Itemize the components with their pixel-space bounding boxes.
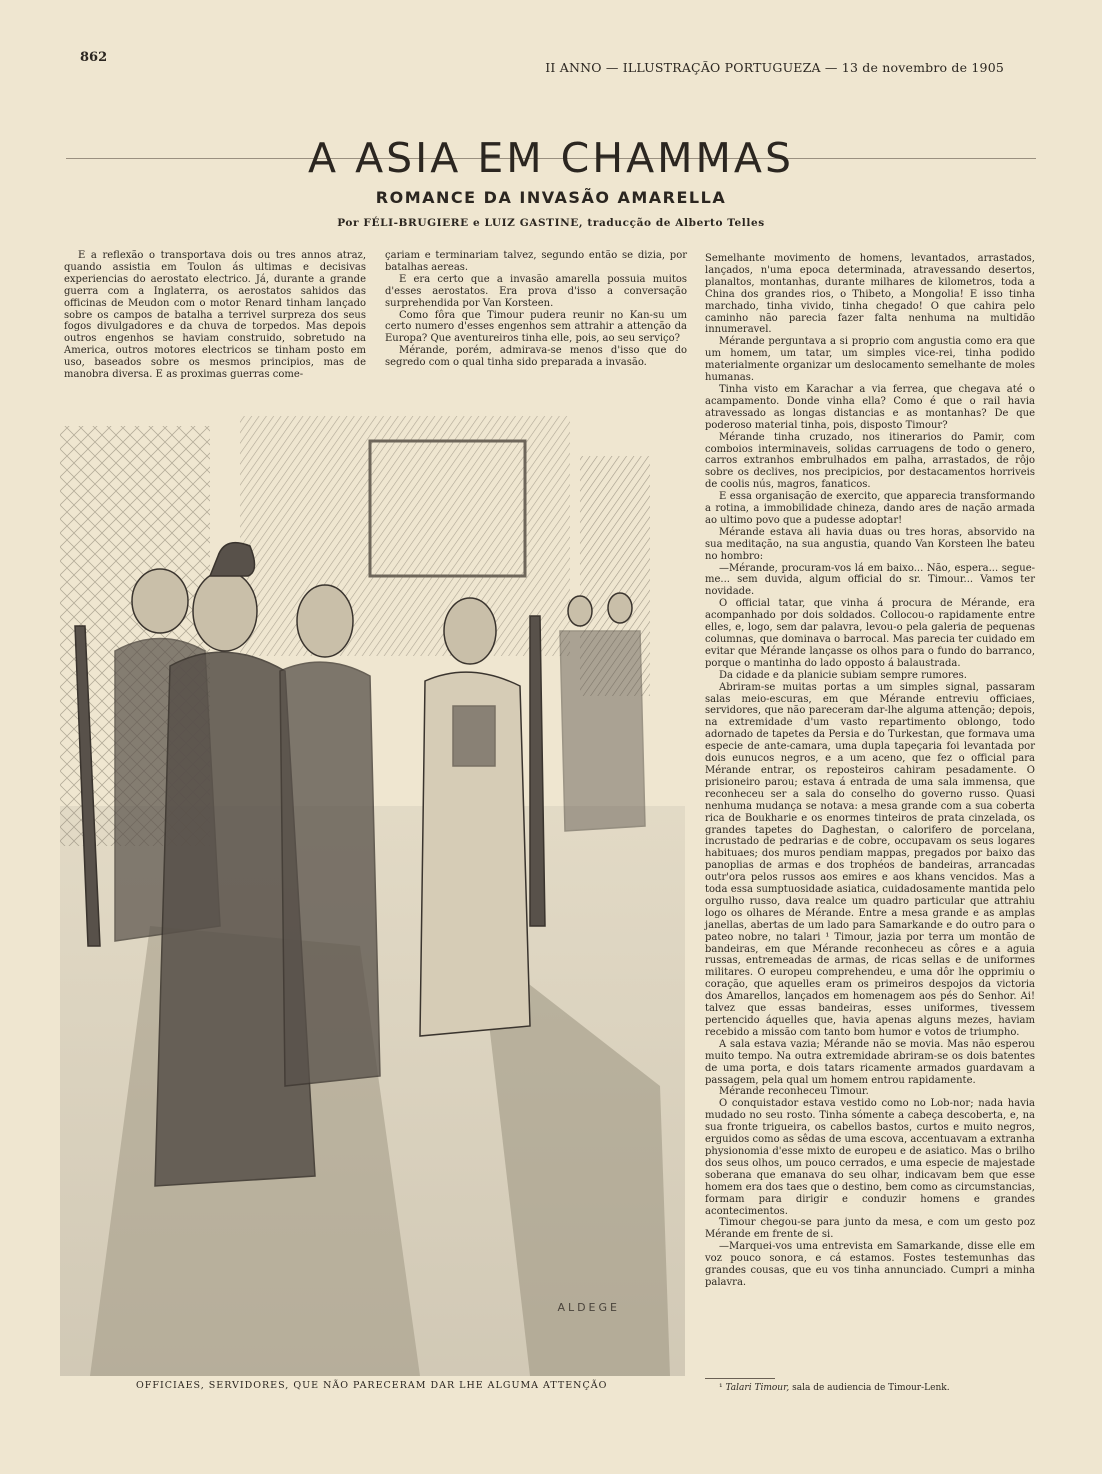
text-column-2 [385,250,687,369]
paragraph: Tinha visto em Karachar a via ferrea, que chegava até o acampamento. Donde vinha ella? Como é que o rail havia atravessado as longas distancias e as montanhas? De que poderoso material tinha, pois, disposto Timour? [705,383,1035,431]
running-header: II ANNO — ILLUSTRAÇÃO PORTUGUEZA — 13 de novembro de 1905 [545,60,1004,75]
paragraph: Mérande perguntava a si proprio com angustia como era que um homem, um tatar, um simples vice-rei, tinha podido materialmente organizar um deslocamento semelhante de moles humanas. [705,336,1035,384]
text-column-3 [705,253,1035,1289]
paragraph: Abriram-se muitas portas a um simples signal, passaram salas meio-escuras, em que Mérande entreviu officiaes, servidores, que não pareceram dar-lhe alguma attenção; depois, na extremidade d'um vasto repartimento oblongo, todo adornado de tapetes da Persia e do Turkestan, que formava uma especie de ante-camara, uma dupla tapeçaria foi levantada por dois eunucos negros, e a um aceno, que fez o official para Mérande entrar, os reposteiros cahiram pesadamente. O prisioneiro parou; estava á entrada de uma sala immensa, que reconheceu ser a sala do conselho do governo russo. Quasi nenhuma mudança se notava: a mesa grande com a sua coberta rica de Boukharie e os enormes tinteiros de prata cinzelada, os grandes tapetes do Daghestan, o calorifero de porcelana, incrustado de pedrarias e de cobre, occupavam os seus logares habituaes; dos muros pendiam mappas, pregados por baixo das panoplias de armas e dos trophéos de bandeiras, arrancadas outr'ora pelos russos aos emires e aos khans vencidos. Mas a toda essa sumptuosidade asiatica, cuidadosamente mantida pelo orgulho russo, dava realce um quadro particular que attrahiu logo os olhares de Mérande. Entre a mesa grande e as amplas janellas, abertas de um lado para Samarkande e do outro para o pateo nobre, no talari ¹ Timour, jazia por terra um montão de bandeiras, em que Mérande reconheceu as côres e a aguia russas, entremeadas de armas, de ricas sellas e de uniformes militares. O europeu comprehendeu, e uma dôr lhe opprimiu o coração, que aquelles eram os primeiros despojos da victoria dos Amarellos, lançados em homenagem aos pés do Senhor. Ai! talvez que essas bandeiras, esses uniformes, tivessem pertencido áquelles que, havia apenas alguns mezes, haviam recebido a missão com tanto bom humor e votos de triumpho. [705,681,1035,1038]
footnote-text: sala de audiencia de Timour-Lenk. [789,1383,950,1393]
paragraph: Mérande, porém, admirava-se menos d'isso que do segredo com o qual tinha sido preparada a invasão. [385,345,687,369]
paragraph: Da cidade e da planicie subiam sempre rumores. [719,669,967,681]
paragraph: O official tatar, que vinha á procura de Mérande, era acompanhado por dois soldados. Collocou-o rapidamente entre elles, e, logo, sem dar palavra, levou-o pela galeria de pequenas columnas, que dominava o barrocal. Mas parecia ter cuidado em evitar que Mérande lançasse os olhos para o fundo do barranco, porque o mantinha do lado opposto á balaustrada. [705,598,1035,669]
illustration-caption: OFFICIAES, SERVIDORES, QUE NÃO PARECERAM DAR LHE ALGUMA ATTENÇÃO [136,1380,608,1391]
paragraph: E era certo que a invasão amarella possuia muitos d'esses aerostatos. Era prova d'isso a conversação surprehendida por Van Korsteen. [385,273,687,309]
paragraph: Como fôra que Timour pudera reunir no Kan-su um certo numero d'esses engenhos sem attrahir a attenção da Europa? Que aventureiros tinha elle, pois, ao seu serviço? [385,309,687,345]
footnote-rule [705,1378,775,1379]
paragraph: E essa organisação de exercito, que apparecia transformando a rotina, a immobilidade chineza, dando ares de nação armada ao ultimo povo que a pudesse adoptar! [705,491,1035,526]
page-number: 862 [80,50,108,65]
article-title: A ASIA EM CHAMMAS [308,134,794,182]
footnote-marker: ¹ [719,1383,723,1393]
paragraph: —Marquei-vos uma entrevista em Samarkande, disse elle em voz pouco sonora, e cá estamos. Fostes testemunhas das grandes cousas, que eu vos tinha annunciado. Cumpri a minha palavra. [705,1241,1035,1288]
footnote [719,1383,950,1393]
paragraph: E a reflexão o transportava dois ou tres annos atraz, quando assistia em Toulon ás ultimas e decisivas experiencias do aerostato electrico. Já, durante a grande guerra com a Inglaterra, os aerostatos sahidos das officinas de Meudon com o motor Renard tinham lançado sobre os campos de batalha a terrivel surpreza dos seus fogos divulgadores e da chuva de torpedos. Mas depois outros engenhos se haviam construido, sobretudo na America, outros motores electricos se tinham posto em uso, baseados sobre os mesmos principios, mas de manobra diversa. E as proximas guerras come- [64,250,366,381]
footnote-term: Talari Timour, [725,1383,790,1393]
paragraph: O conquistador estava vestido como no Lob-nor; nada havia mudado no seu rosto. Tinha sómente a cabeça descoberta, e, na sua fronte trigueira, os cabellos bastos, curtos e muito negros, erguidos como as sêdas de uma escova, accentuavam a extranha physionomia d'esse mixto de europeu e de asiatico. Mas o brilho dos seus olhos, um pouco cerrados, e uma especie de majestade soberana que emanava do seu olhar, indicavam bem que esse homem era dos taes que o destino, bem como as circumstancias, formam para dirigir e conduzir homens e grandes acontecimentos. [705,1098,1035,1217]
paragraph: Mérande estava ali havia duas ou tres horas, absorvido na sua meditação, na sua angustia, quando Van Korsteen lhe bateu no hombro: [705,526,1035,562]
paragraph: Semelhante movimento de homens, levantados, arrastados, lançados, n'uma epoca determinada, atravessando desertos, planaltos, montanhas, durante milhares de kilometros, toda a China dos grandes rios, o Thibeto, a Mongolia! E isso tinha marchado, tinha vivido, tinha chegado! O que cahira pelo caminho não parecia fazer falta nenhuma na multidão innumeravel. [705,253,1035,336]
paragraph: çariam e terminariam talvez, segundo então se dizia, por batalhas aereas. [385,250,687,273]
article-byline: Por FÉLI-BRUGIERE e LUIZ GASTINE, traducção de Alberto Telles [337,217,765,229]
paragraph: —Mérande, procuram-vos lá em baixo... Não, espera... segue-me... sem duvida, algum official do sr. Timour... Vamos ter novidade. [705,562,1035,598]
article-subtitle: ROMANCE DA INVASÃO AMARELLA [375,188,727,207]
paragraph: Mérande reconheceu Timour. [719,1086,869,1098]
illustration [60,386,685,1376]
paragraph: Mérande tinha cruzado, nos itinerarios do Pamir, com comboios interminaveis, solidas carruagens de todo o genero, carros extranhos embrulhados em palha, arrastados, de rôjo sobre os declives, nos precipicios, por destacamentos horriveis de coolis nús, magros, fanaticos. [705,431,1035,491]
artist-signature: ALDEGE [557,1301,620,1314]
paragraph: Timour chegou-se para junto da mesa, e com um gesto poz Mérande em frente de si. [705,1217,1035,1241]
text-column-1 [64,250,366,381]
paragraph: A sala estava vazia; Mérande não se movia. Mas não esperou muito tempo. Na outra extremidade abriram-se os dois batentes de uma porta, e dois tatars ricamente armados guardavam a passagem, pela qual um homem entrou rapidamente. [705,1038,1035,1086]
